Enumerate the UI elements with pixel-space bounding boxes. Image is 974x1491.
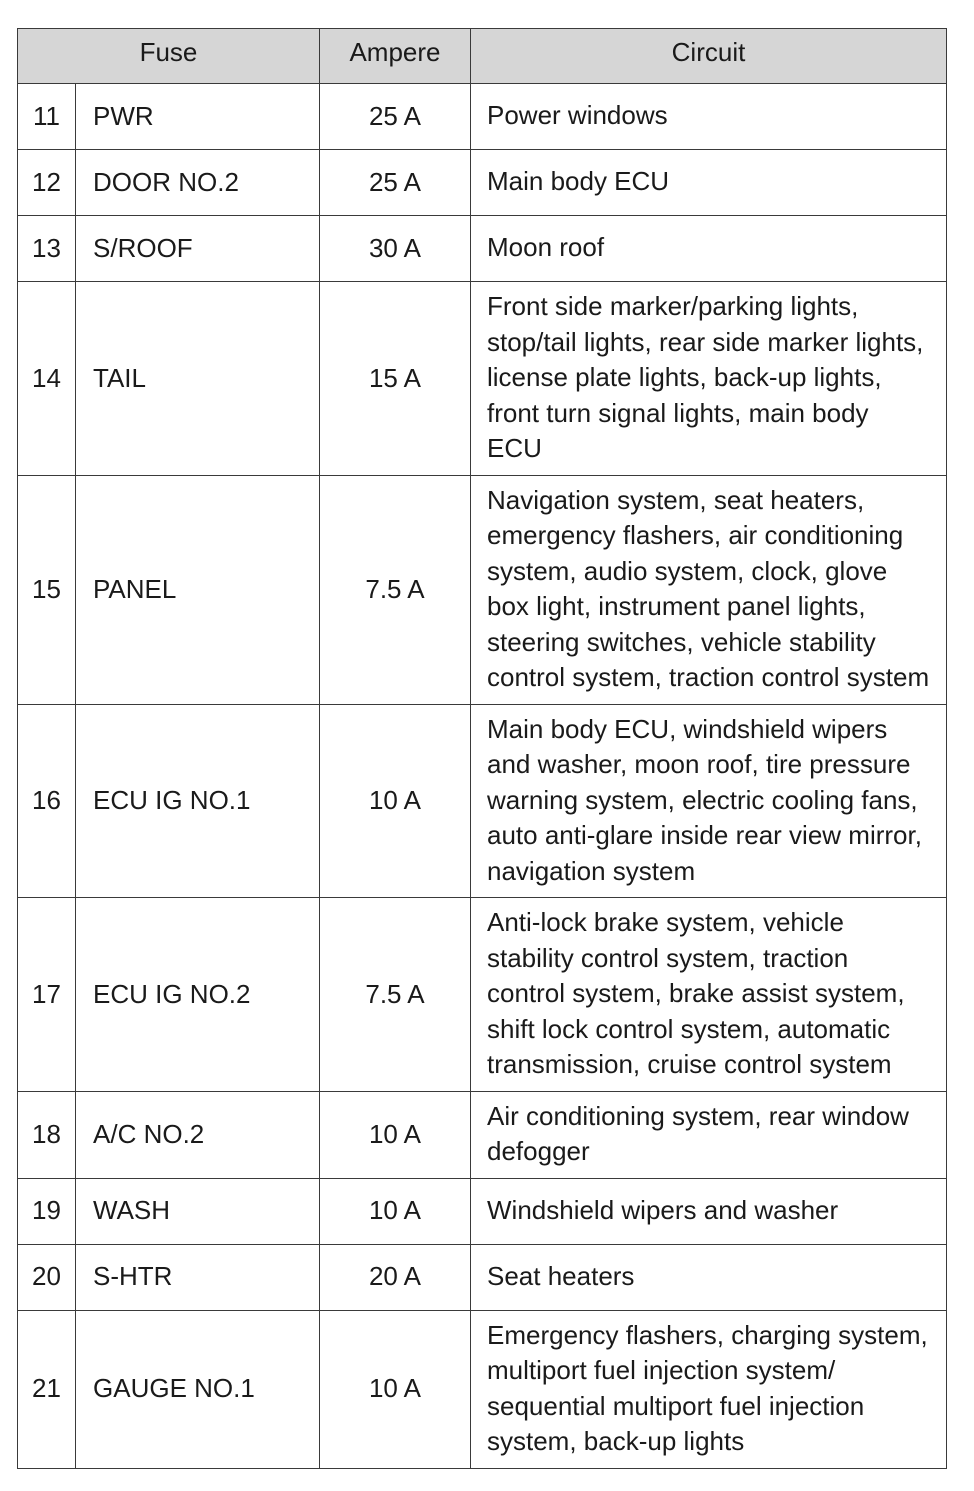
fuse-circuit: Power windows <box>471 84 947 150</box>
header-circuit: Circuit <box>471 29 947 84</box>
header-fuse: Fuse <box>18 29 320 84</box>
fuse-name: TAIL <box>76 282 320 476</box>
fuse-circuit: Anti-lock brake system, vehicle stability control system, traction control system, brake assist system, shift lock control system, automatic transmission, cruise control system <box>471 898 947 1092</box>
fuse-number: 14 <box>18 282 76 476</box>
fuse-name: WASH <box>76 1178 320 1244</box>
fuse-ampere: 10 A <box>320 1178 471 1244</box>
table-row <box>18 475 947 704</box>
fuse-ampere: 7.5 A <box>320 898 471 1092</box>
fuse-circuit: Emergency flashers, charging system, multiport fuel injection system/ sequential multiport fuel injection system, back-up lights <box>471 1310 947 1468</box>
fuse-name: GAUGE NO.1 <box>76 1310 320 1468</box>
fuse-ampere: 10 A <box>320 1310 471 1468</box>
fuse-number: 11 <box>18 84 76 150</box>
fuse-number: 17 <box>18 898 76 1092</box>
fuse-circuit: Air conditioning system, rear window defogger <box>471 1091 947 1178</box>
table-row <box>18 216 947 282</box>
fuse-ampere: 25 A <box>320 84 471 150</box>
header-row <box>18 29 947 84</box>
fuse-name: ECU IG NO.2 <box>76 898 320 1092</box>
fuse-ampere: 25 A <box>320 150 471 216</box>
fuse-number: 15 <box>18 475 76 704</box>
table-row <box>18 1310 947 1468</box>
table-row <box>18 84 947 150</box>
fuse-name: DOOR NO.2 <box>76 150 320 216</box>
fuse-circuit: Navigation system, seat heaters, emergency flashers, air conditioning system, audio system, clock, glove box light, instrument panel lights, steering switches, vehicle stability control system, traction control system <box>471 475 947 704</box>
fuse-number: 20 <box>18 1244 76 1310</box>
fuse-circuit: Front side marker/parking lights, stop/tail lights, rear side marker lights, license plate lights, back-up lights, front turn signal lights, main body ECU <box>471 282 947 476</box>
fuse-number: 18 <box>18 1091 76 1178</box>
table-row <box>18 282 947 476</box>
fuse-ampere: 10 A <box>320 1091 471 1178</box>
fuse-circuit: Main body ECU <box>471 150 947 216</box>
fuse-ampere: 30 A <box>320 216 471 282</box>
fuse-number: 21 <box>18 1310 76 1468</box>
fuse-circuit: Main body ECU, windshield wipers and washer, moon roof, tire pressure warning system, electric cooling fans, auto anti-glare inside rear view mirror, navigation system <box>471 704 947 898</box>
table-row <box>18 1244 947 1310</box>
fuse-name: A/C NO.2 <box>76 1091 320 1178</box>
fuse-number: 12 <box>18 150 76 216</box>
fuse-name: ECU IG NO.1 <box>76 704 320 898</box>
fuse-name: PANEL <box>76 475 320 704</box>
fuse-ampere: 15 A <box>320 282 471 476</box>
fuse-circuit: Moon roof <box>471 216 947 282</box>
fuse-number: 19 <box>18 1178 76 1244</box>
fuse-name: PWR <box>76 84 320 150</box>
fuse-ampere: 7.5 A <box>320 475 471 704</box>
header-ampere: Ampere <box>320 29 471 84</box>
fuse-ampere: 10 A <box>320 704 471 898</box>
fuse-table <box>17 28 947 1469</box>
fuse-name: S/ROOF <box>76 216 320 282</box>
fuse-circuit: Windshield wipers and washer <box>471 1178 947 1244</box>
table-row <box>18 150 947 216</box>
table-row <box>18 704 947 898</box>
table-row <box>18 1091 947 1178</box>
fuse-number: 16 <box>18 704 76 898</box>
fuse-number: 13 <box>18 216 76 282</box>
fuse-name: S-HTR <box>76 1244 320 1310</box>
fuse-ampere: 20 A <box>320 1244 471 1310</box>
table-row <box>18 898 947 1092</box>
table-row <box>18 1178 947 1244</box>
fuse-circuit: Seat heaters <box>471 1244 947 1310</box>
